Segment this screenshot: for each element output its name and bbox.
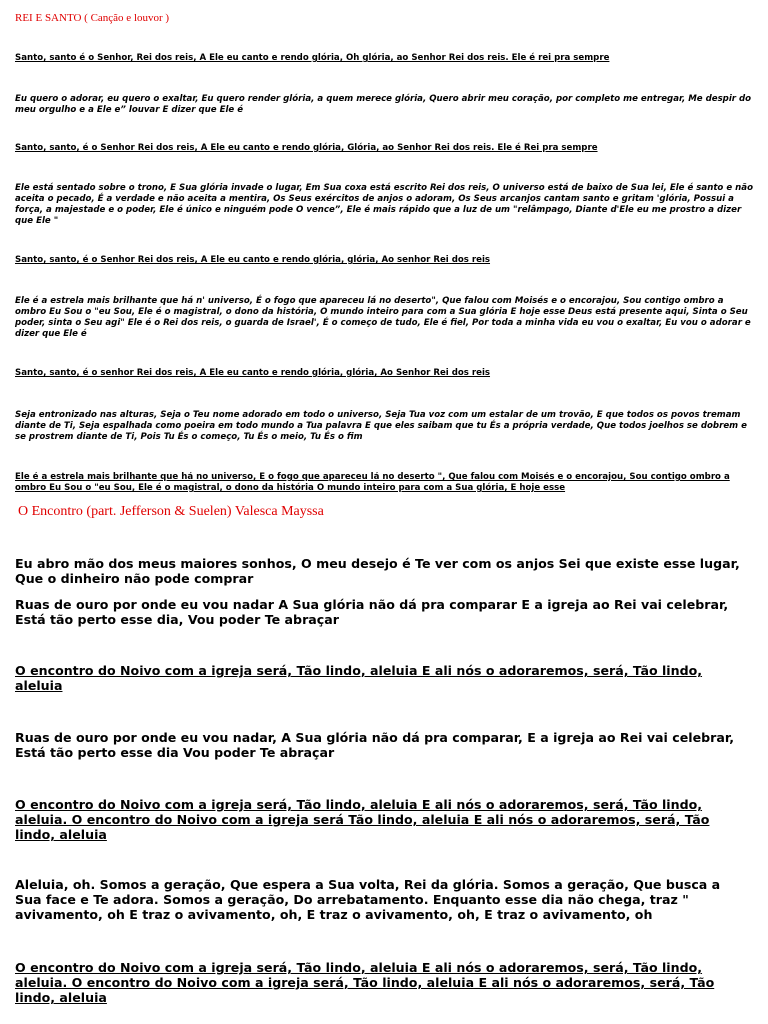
song2-verse-1: Eu abro mão dos meus maiores sonhos, O meu desejo é Te ver com os anjos Sei que existe esse lugar, Que o dinheiro não pode comprar [15,556,740,586]
song2-pre-chorus-1: Ruas de ouro por onde eu vou nadar A Sua glória não dá pra comparar E a igreja ao Rei vai celebrar, Está tão perto esse dia, Vou poder Te abraçar [15,597,729,627]
song1-title: REI E SANTO ( Canção e louvor ) [15,12,170,24]
song1-chorus-3: Santo, santo, é o Senhor Rei dos reis, A Ele eu canto e rendo glória, glória, Ao senhor Rei dos reis [15,255,491,265]
song1-verse-2: Ele está sentado sobre o trono, E Sua glória invade o lugar, Em Sua coxa está escrito Rei dos reis, O universo está de baixo de Sua lei, Ele é santo e não aceita o pecado, É a verdade e não aceita a mentira, Os Seus exércitos de anjos o adoram, Os Seus arcanjos cantam santo e gritam 'glória, Possui a força, a majestade e o poder, Ele é único e ninguém pode O vence”, Ele é mais rápido que a luz de um "relâmpago, Diante d'Ele eu me prostro a dizer que Ele " [15,183,753,226]
song1-verse-5-truncated: Ele é a estrela mais brilhante que há no universo, É o fogo que apareceu lá no deserto ", Que falou com Moisés e o encorajou, Sou contigo ombro a ombro Eu Sou o "eu Sou, Ele é o magistral, o dono da história O mundo inteiro para com a Sua glória, E hoje esse [15,472,730,493]
song2-chorus-1: O encontro do Noivo com a igreja será, Tão lindo, aleluia E ali nós o adoraremos, será, Tão lindo, aleluia [15,663,703,693]
song2-bridge: Aleluia, oh. Somos a geração, Que espera a Sua volta, Rei da glória. Somos a geração, Que busca a Sua face e Te adora. Somos a geração, Do arrebatamento. Enquanto esse dia não chega, traz " avivamento, oh E traz o avivamento, oh, E traz o avivamento, oh, E traz o avivamento, oh [15,877,721,922]
song1-verse-1: Eu quero o adorar, eu quero o exaltar, Eu quero render glória, a quem merece glória, Quero abrir meu coração, por completo me entregar, Me despir do meu orgulho e a Ele e” louvar E dizer que Ele é [15,94,752,115]
song2-chorus-2: O encontro do Noivo com a igreja será, Tão lindo, aleluia E ali nós o adoraremos, será, Tão lindo, aleluia. O encontro do Noivo com a igreja será Tão lindo, aleluia E ali nós o adoraremos, será, Tão lindo, aleluia [15,797,710,842]
song2-pre-chorus-2: Ruas de ouro por onde eu vou nadar, A Sua glória não dá pra comparar, E a igreja ao Rei vai celebrar, Está tão perto esse dia Vou poder Te abraçar [15,730,734,760]
song1-verse-3: Ele é a estrela mais brilhante que há n' universo, É o fogo que apareceu lá no deserto", Que falou com Moisés e o encorajou, Sou contigo ombro a ombro Eu Sou o "eu Sou, Ele é o magistral, o dono da história, O mundo inteiro para com a Sua glória E hoje esse Deus está presente aqui, Sinta o Seu poder, sinta o Seu agi" Ele é o Rei dos reis, o guarda de Israel', É o começo de tudo, Ele é fiel, Por toda a minha vida eu vou o exaltar, Eu vou o adorar e dizer que Ele é [15,296,751,339]
song1-chorus-2: Santo, santo, é o Senhor Rei dos reis, A Ele eu canto e rendo glória, Glória, ao Senhor Rei dos reis. Ele é Rei pra sempre [15,143,598,153]
song2-title: O Encontro (part. Jefferson & Suelen) Valesca Mayssa [18,504,324,519]
song1-chorus-1: Santo, santo é o Senhor, Rei dos reis, A Ele eu canto e rendo glória, Oh glória, ao Senhor Rei dos reis. Ele é rei pra sempre [15,53,610,63]
song1-chorus-4: Santo, santo, é o senhor Rei dos reis, A Ele eu canto e rendo glória, glória, Ao Senhor Rei dos reis [15,368,491,378]
song1-verse-4: Seja entronizado nas alturas, Seja o Teu nome adorado em todo o universo, Seja Tua voz com um estalar de um trovão, E que todos os povos tremam diante de Ti, Seja espalhada como poeira em todo mundo a Tua palavra E que eles saibam que tu És a própria verdade, Que todos joelhos se dobrem e se prostrem diante de Ti, Pois Tu És o começo, Tu És o meio, Tu És o fim [15,410,747,442]
song2-chorus-3: O encontro do Noivo com a igreja será, Tão lindo, aleluia E ali nós o adoraremos, será, Tão lindo, aleluia. O encontro do Noivo com a igreja será, Tão lindo, aleluia E ali nós o adoraremos, será, Tão lindo, aleluia [15,960,715,1005]
